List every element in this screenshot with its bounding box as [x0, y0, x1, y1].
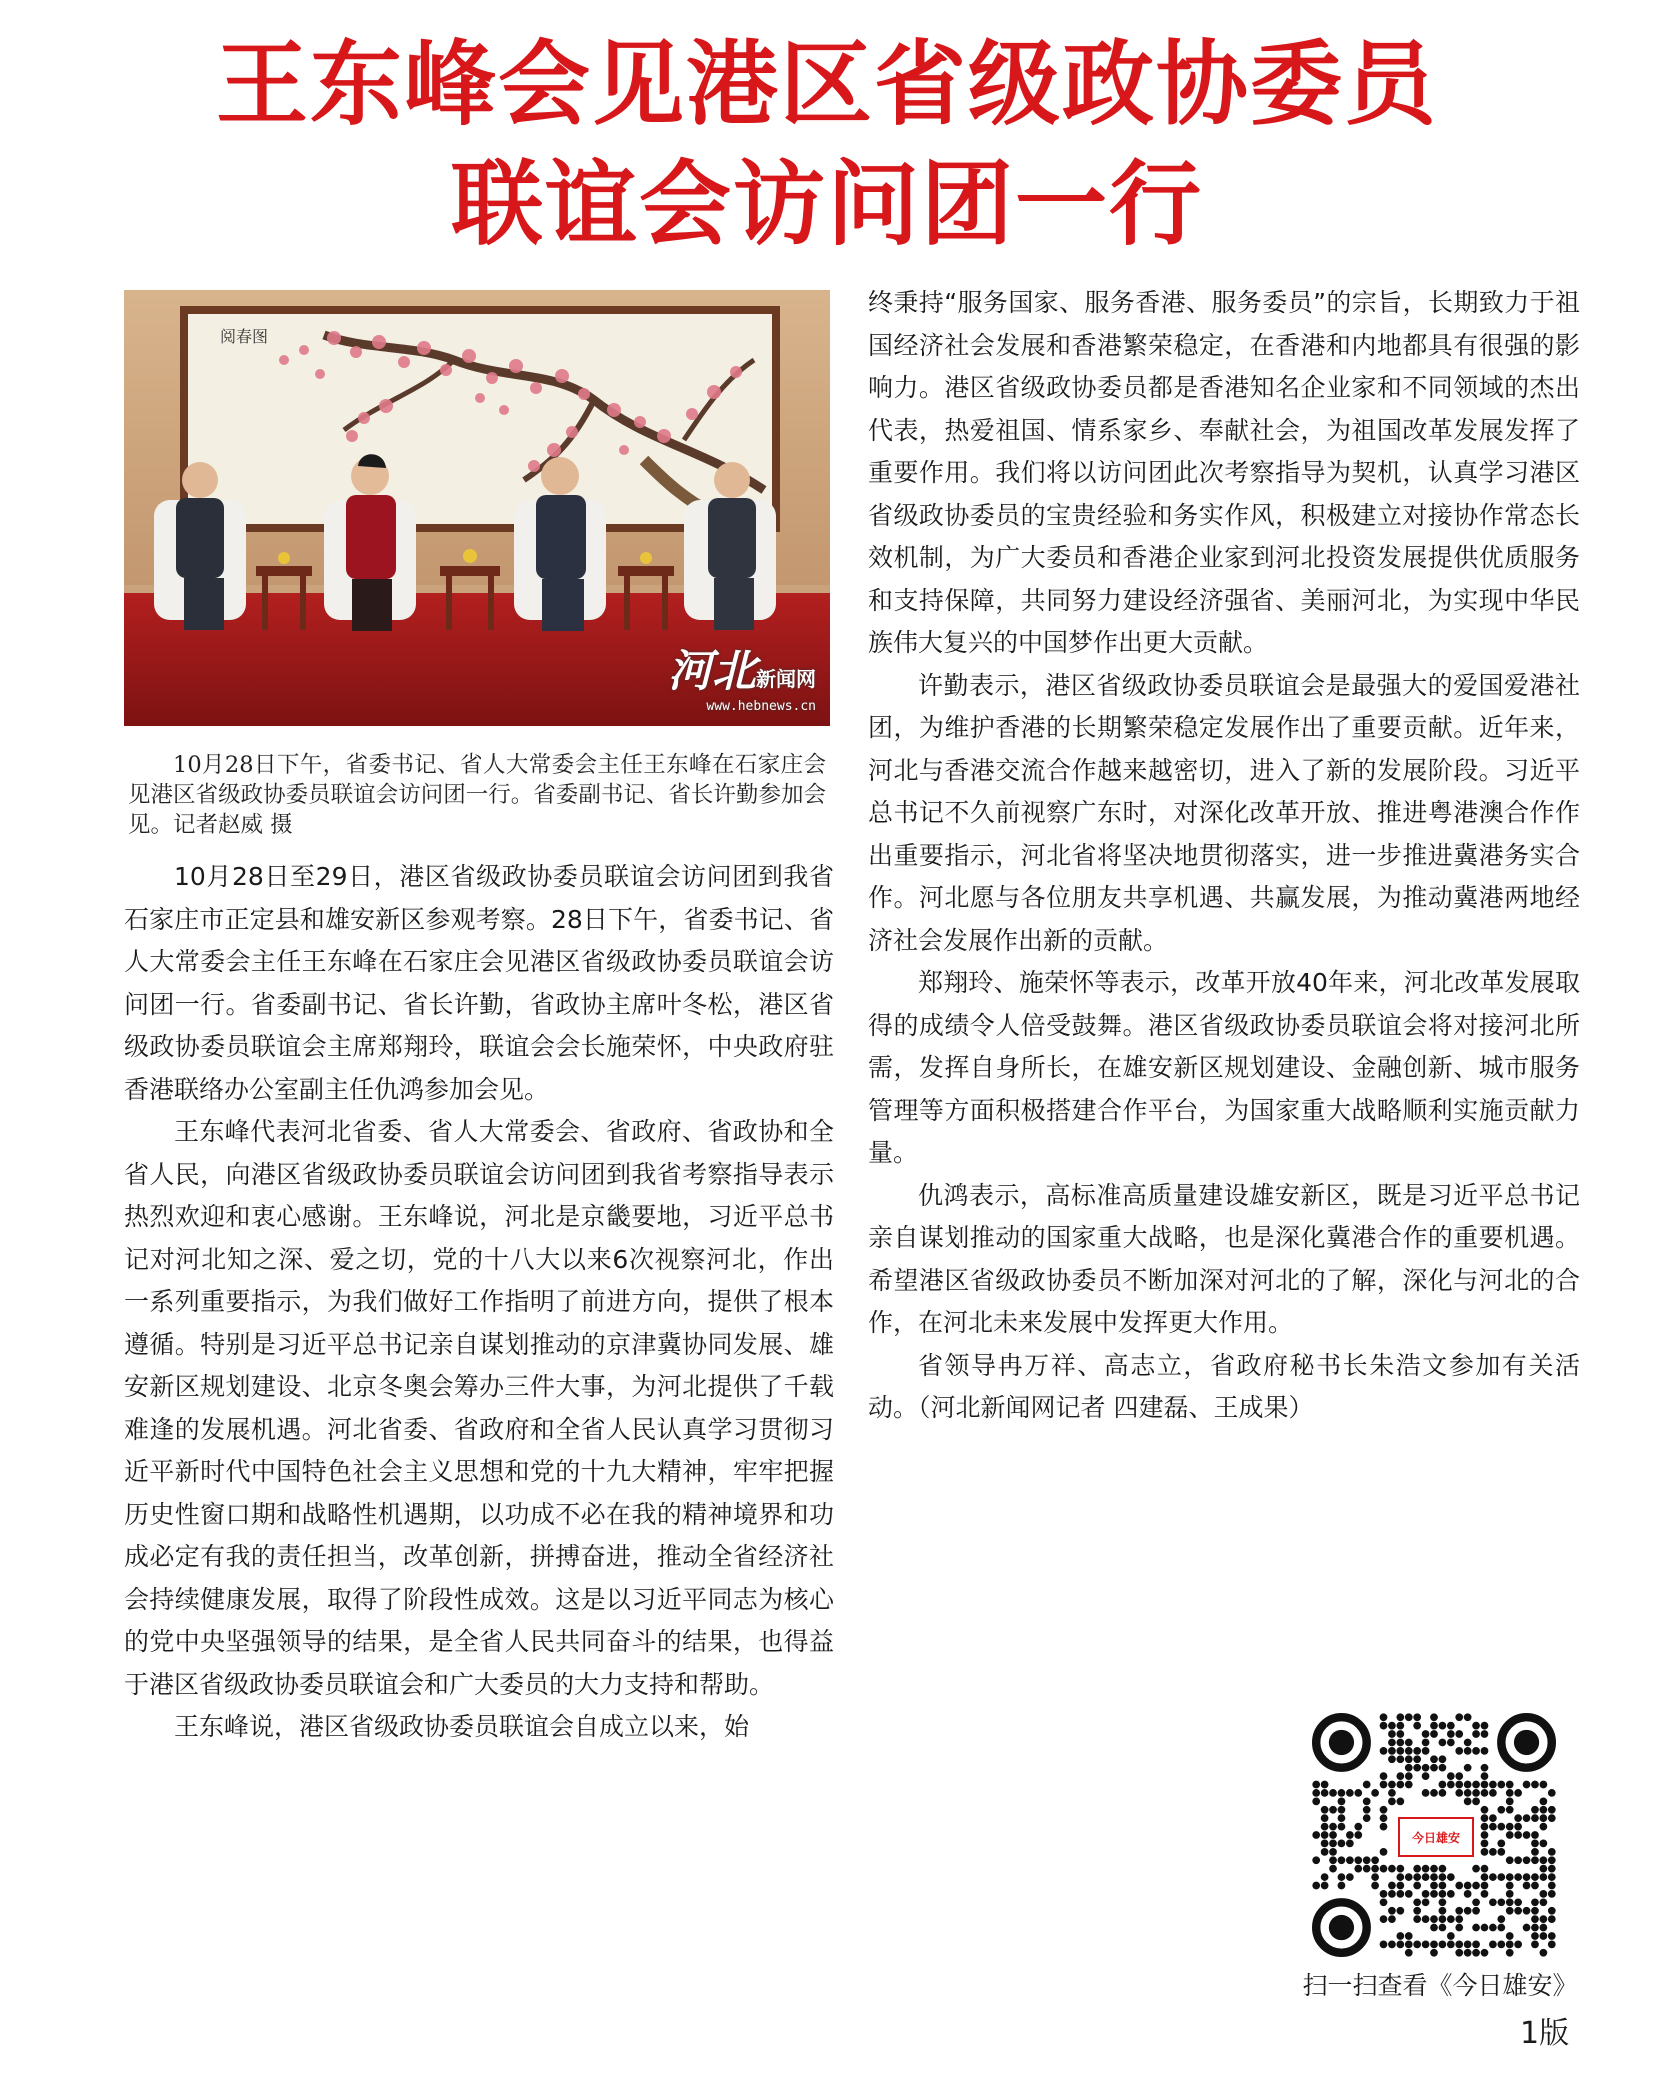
qr-code[interactable] [1312, 1713, 1556, 1957]
painting-inscription: 阅春图 [220, 327, 269, 346]
paragraph: 仇鸿表示，高标准高质量建设雄安新区，既是习近平总书记亲自谋划推动的国家重大战略，也是深化冀港合作的重要机遇。希望港区省级政协委员不断加深对河北的了解，深化与河北的合作，在河北未来发展中发挥更大作用。 [868, 1180, 1580, 1337]
qr-caption: 扫一扫查看《今日雄安》 [1302, 1971, 1578, 2000]
watermark-url: www.hebnews.cn [706, 699, 816, 714]
paragraph: 王东峰说，港区省级政协委员联谊会自成立以来，始 [174, 1712, 750, 1741]
headline-line-1: 王东峰会见港区省级政协委员 [215, 30, 1438, 138]
article-left-column [124, 856, 834, 1749]
watermark-suffix: 新闻网 [756, 667, 816, 691]
photo-watermark [668, 635, 816, 714]
page-number: 1版 [1520, 2016, 1570, 2051]
paragraph: 许勤表示，港区省级政协委员联谊会是最强大的爱国爱港社团，为维护香港的长期繁荣稳定发展作出了重要贡献。近年来，河北与香港交流合作越来越密切，进入了新的发展阶段。习近平总书记不久前视察广东时，对深化改革开放、推进粤港澳合作作出重要指示，河北省将坚决地贯彻落实，进一步推进冀港务实合作。河北愿与各位朋友共享机遇、共赢发展，为推动冀港两地经济社会发展作出新的贡献。 [868, 670, 1580, 955]
paragraph: 郑翔玲、施荣怀等表示，改革开放40年来，河北改革发展取得的成绩令人倍受鼓舞。港区省级政协委员联谊会将对接河北所需，发挥自身所长，在雄安新区规划建设、金融创新、城市服务管理等方面积极搭建合作平台，为国家重大战略顺利实施贡献力量。 [868, 968, 1580, 1167]
photo-caption: 10月28日下午，省委书记、省人大常委会主任王东峰在石家庄会见港区省级政协委员联谊会访问团一行。省委副书记、省长许勤参加会见。记者赵威 摄 [128, 752, 826, 838]
news-photo [124, 290, 830, 726]
qr-logo: 今日雄安 [1398, 1817, 1474, 1857]
paragraph: 省领导冉万祥、高志立，省政府秘书长朱浩文参加有关活动。（河北新闻网记者 四建磊、王成果） [868, 1350, 1580, 1422]
article-right-column [868, 282, 1580, 1430]
paragraph: 王东峰代表河北省委、省人大常委会、省政府、省政协和全省人民，向港区省级政协委员联谊会访问团到我省考察指导表示热烈欢迎和衷心感谢。王东峰说，河北是京畿要地，习近平总书记对河北知之深、爱之切，党的十八大以来6次视察河北，作出一系列重要指示，为我们做好工作指明了前进方向，提供了根本遵循。特别是习近平总书记亲自谋划推动的京津冀协同发展、雄安新区规划建设、北京冬奥会筹办三件大事，为河北提供了千载难逢的发展机遇。河北省委、省政府和全省人民认真学习贯彻习近平新时代中国特色社会主义思想和党的十九大精神，牢牢把握历史性窗口期和战略性机遇期，以功成不必在我的精神境界和功成必定有我的责任担当，改革创新，拼搏奋进，推动全省经济社会持续健康发展，取得了阶段性成效。这是以习近平同志为核心的党中央坚强领导的结果，是全省人民共同奋斗的结果，也得益于港区省级政协委员联谊会和广大委员的大力支持和帮助。 [124, 1117, 834, 1699]
watermark-brand: 河北 [668, 646, 756, 697]
headline-line-2: 联谊会访问团一行 [450, 150, 1203, 258]
paragraph-continuation: 终秉持“服务国家、服务香港、服务委员”的宗旨，长期致力于祖国经济社会发展和香港繁荣稳定，在香港和内地都具有很强的影响力。港区省级政协委员都是香港知名企业家和不同领域的杰出代表，热爱祖国、情系家乡、奉献社会，为祖国改革发展发挥了重要作用。我们将以访问团此次考察指导为契机，认真学习港区省级政协委员的宝贵经验和务实作风，积极建立对接协作常态长效机制，为广大委员和香港企业家到河北投资发展提供优质服务和支持保障，共同努力建设经济强省、美丽河北，为实现中华民族伟大复兴的中国梦作出更大贡献。 [868, 288, 1580, 657]
headline [0, 24, 1654, 264]
paragraph: 10月28日至29日，港区省级政协委员联谊会访问团到我省石家庄市正定县和雄安新区参观考察。28日下午，省委书记、省人大常委会主任王东峰在石家庄会见港区省级政协委员联谊会访问团一行。省委副书记、省长许勤，省政协主席叶冬松，港区省级政协委员联谊会主席郑翔玲，联谊会会长施荣怀，中央政府驻香港联络办公室副主任仇鸿参加会见。 [124, 862, 834, 1104]
